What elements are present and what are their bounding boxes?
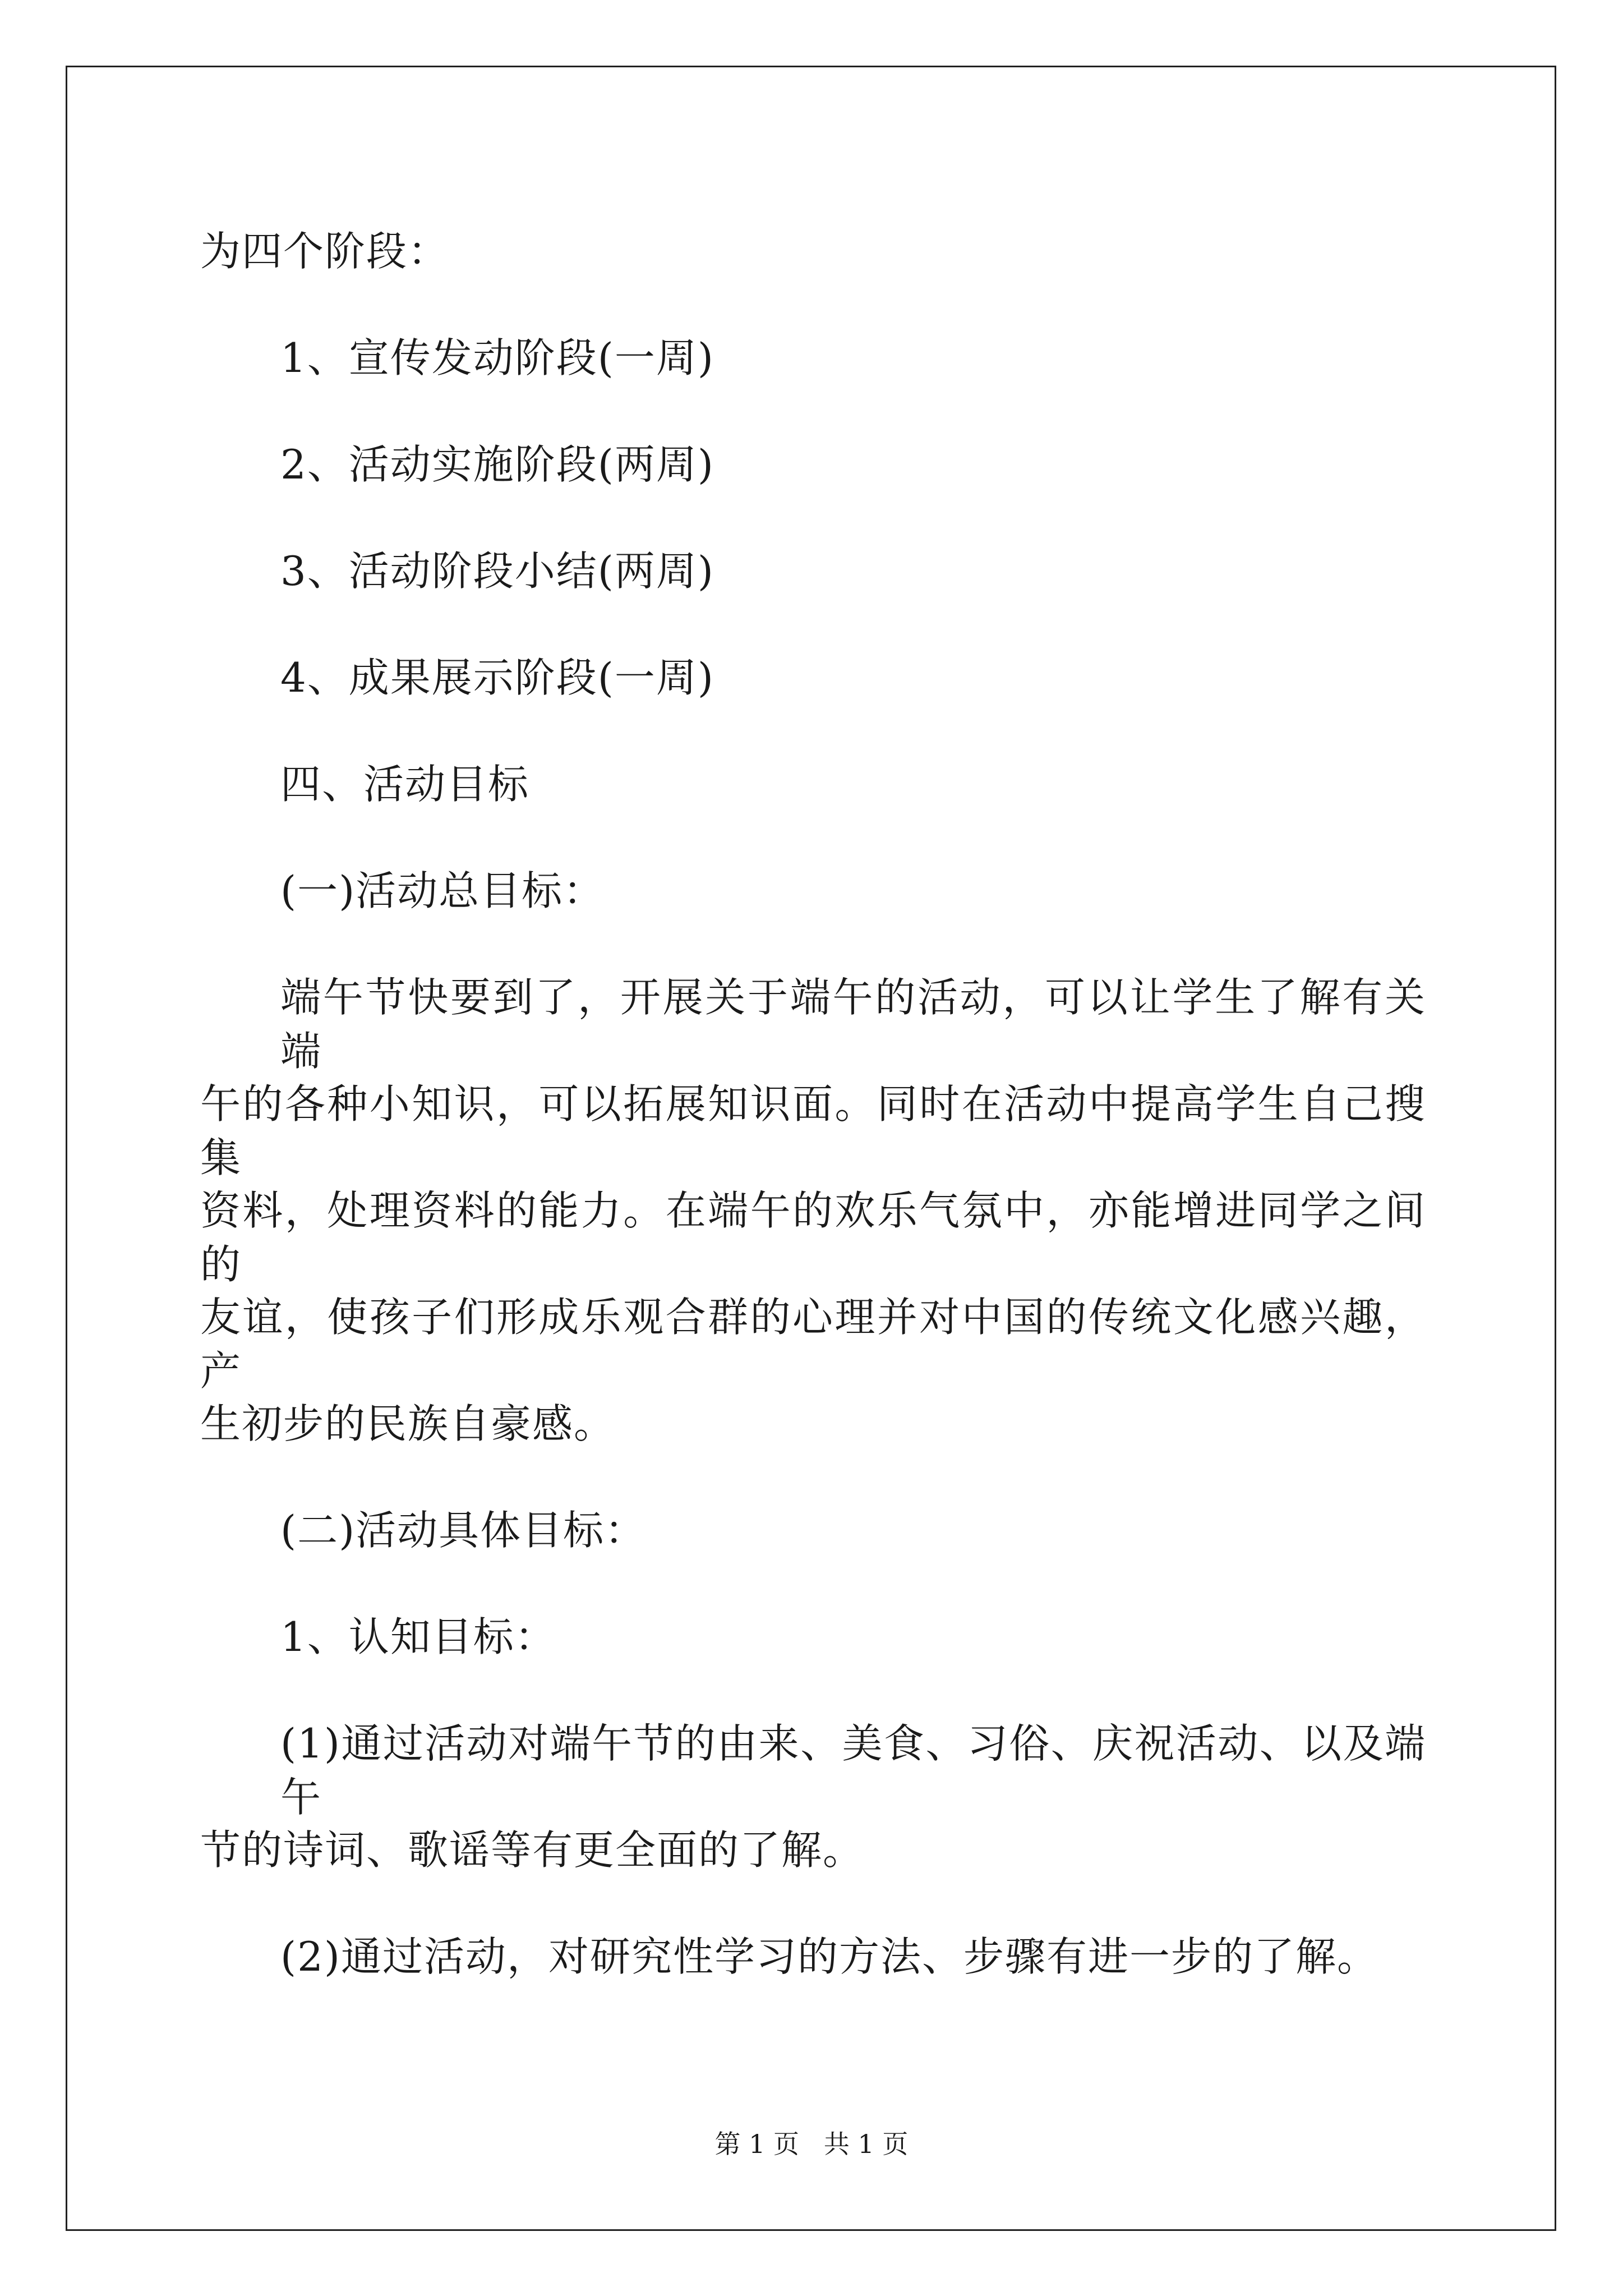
paragraph-line: (1)通过活动对端午节的由来、美食、习俗、庆祝活动、以及端午 (280, 1720, 1426, 1821)
list-item: 1、认知目标： (280, 1613, 556, 1660)
list-item: 3、活动阶段小结(两周) (280, 547, 714, 595)
list-item: 1、宣传发动阶段(一周) (280, 334, 714, 381)
list-item: 2、活动实施阶段(两周) (280, 441, 714, 488)
paragraph-line: 端午节快要到了，开展关于端午的活动，可以让学生了解有关端 (280, 974, 1426, 1075)
paragraph-line: 生初步的民族自豪感。 (200, 1400, 616, 1447)
paragraph-line: 资料，处理资料的能力。在端午的欢乐气氛中，亦能增进同学之间的 (200, 1187, 1426, 1288)
paragraph-line: 节的诗词、歌谣等有更全面的了解。 (200, 1826, 865, 1874)
paragraph-line: 友谊，使孩子们形成乐观合群的心理并对中国的传统文化感兴趣，产 (200, 1294, 1426, 1395)
section-heading: 四、活动目标 (280, 761, 530, 808)
list-item: 4、成果展示阶段(一周) (280, 654, 714, 701)
paragraph-line: (2)通过活动，对研究性学习的方法、步骤有进一步的了解。 (280, 1933, 1378, 1980)
text-line: 为四个阶段： (200, 228, 450, 275)
subsection-heading: (一)活动总目标： (280, 867, 605, 914)
page-footer: 第 1 页 共 1 页 (714, 2129, 909, 2159)
subsection-heading: (二)活动具体目标： (280, 1507, 647, 1554)
paragraph-line: 午的各种小知识，可以拓展知识面。同时在活动中提高学生自己搜集 (200, 1080, 1426, 1181)
